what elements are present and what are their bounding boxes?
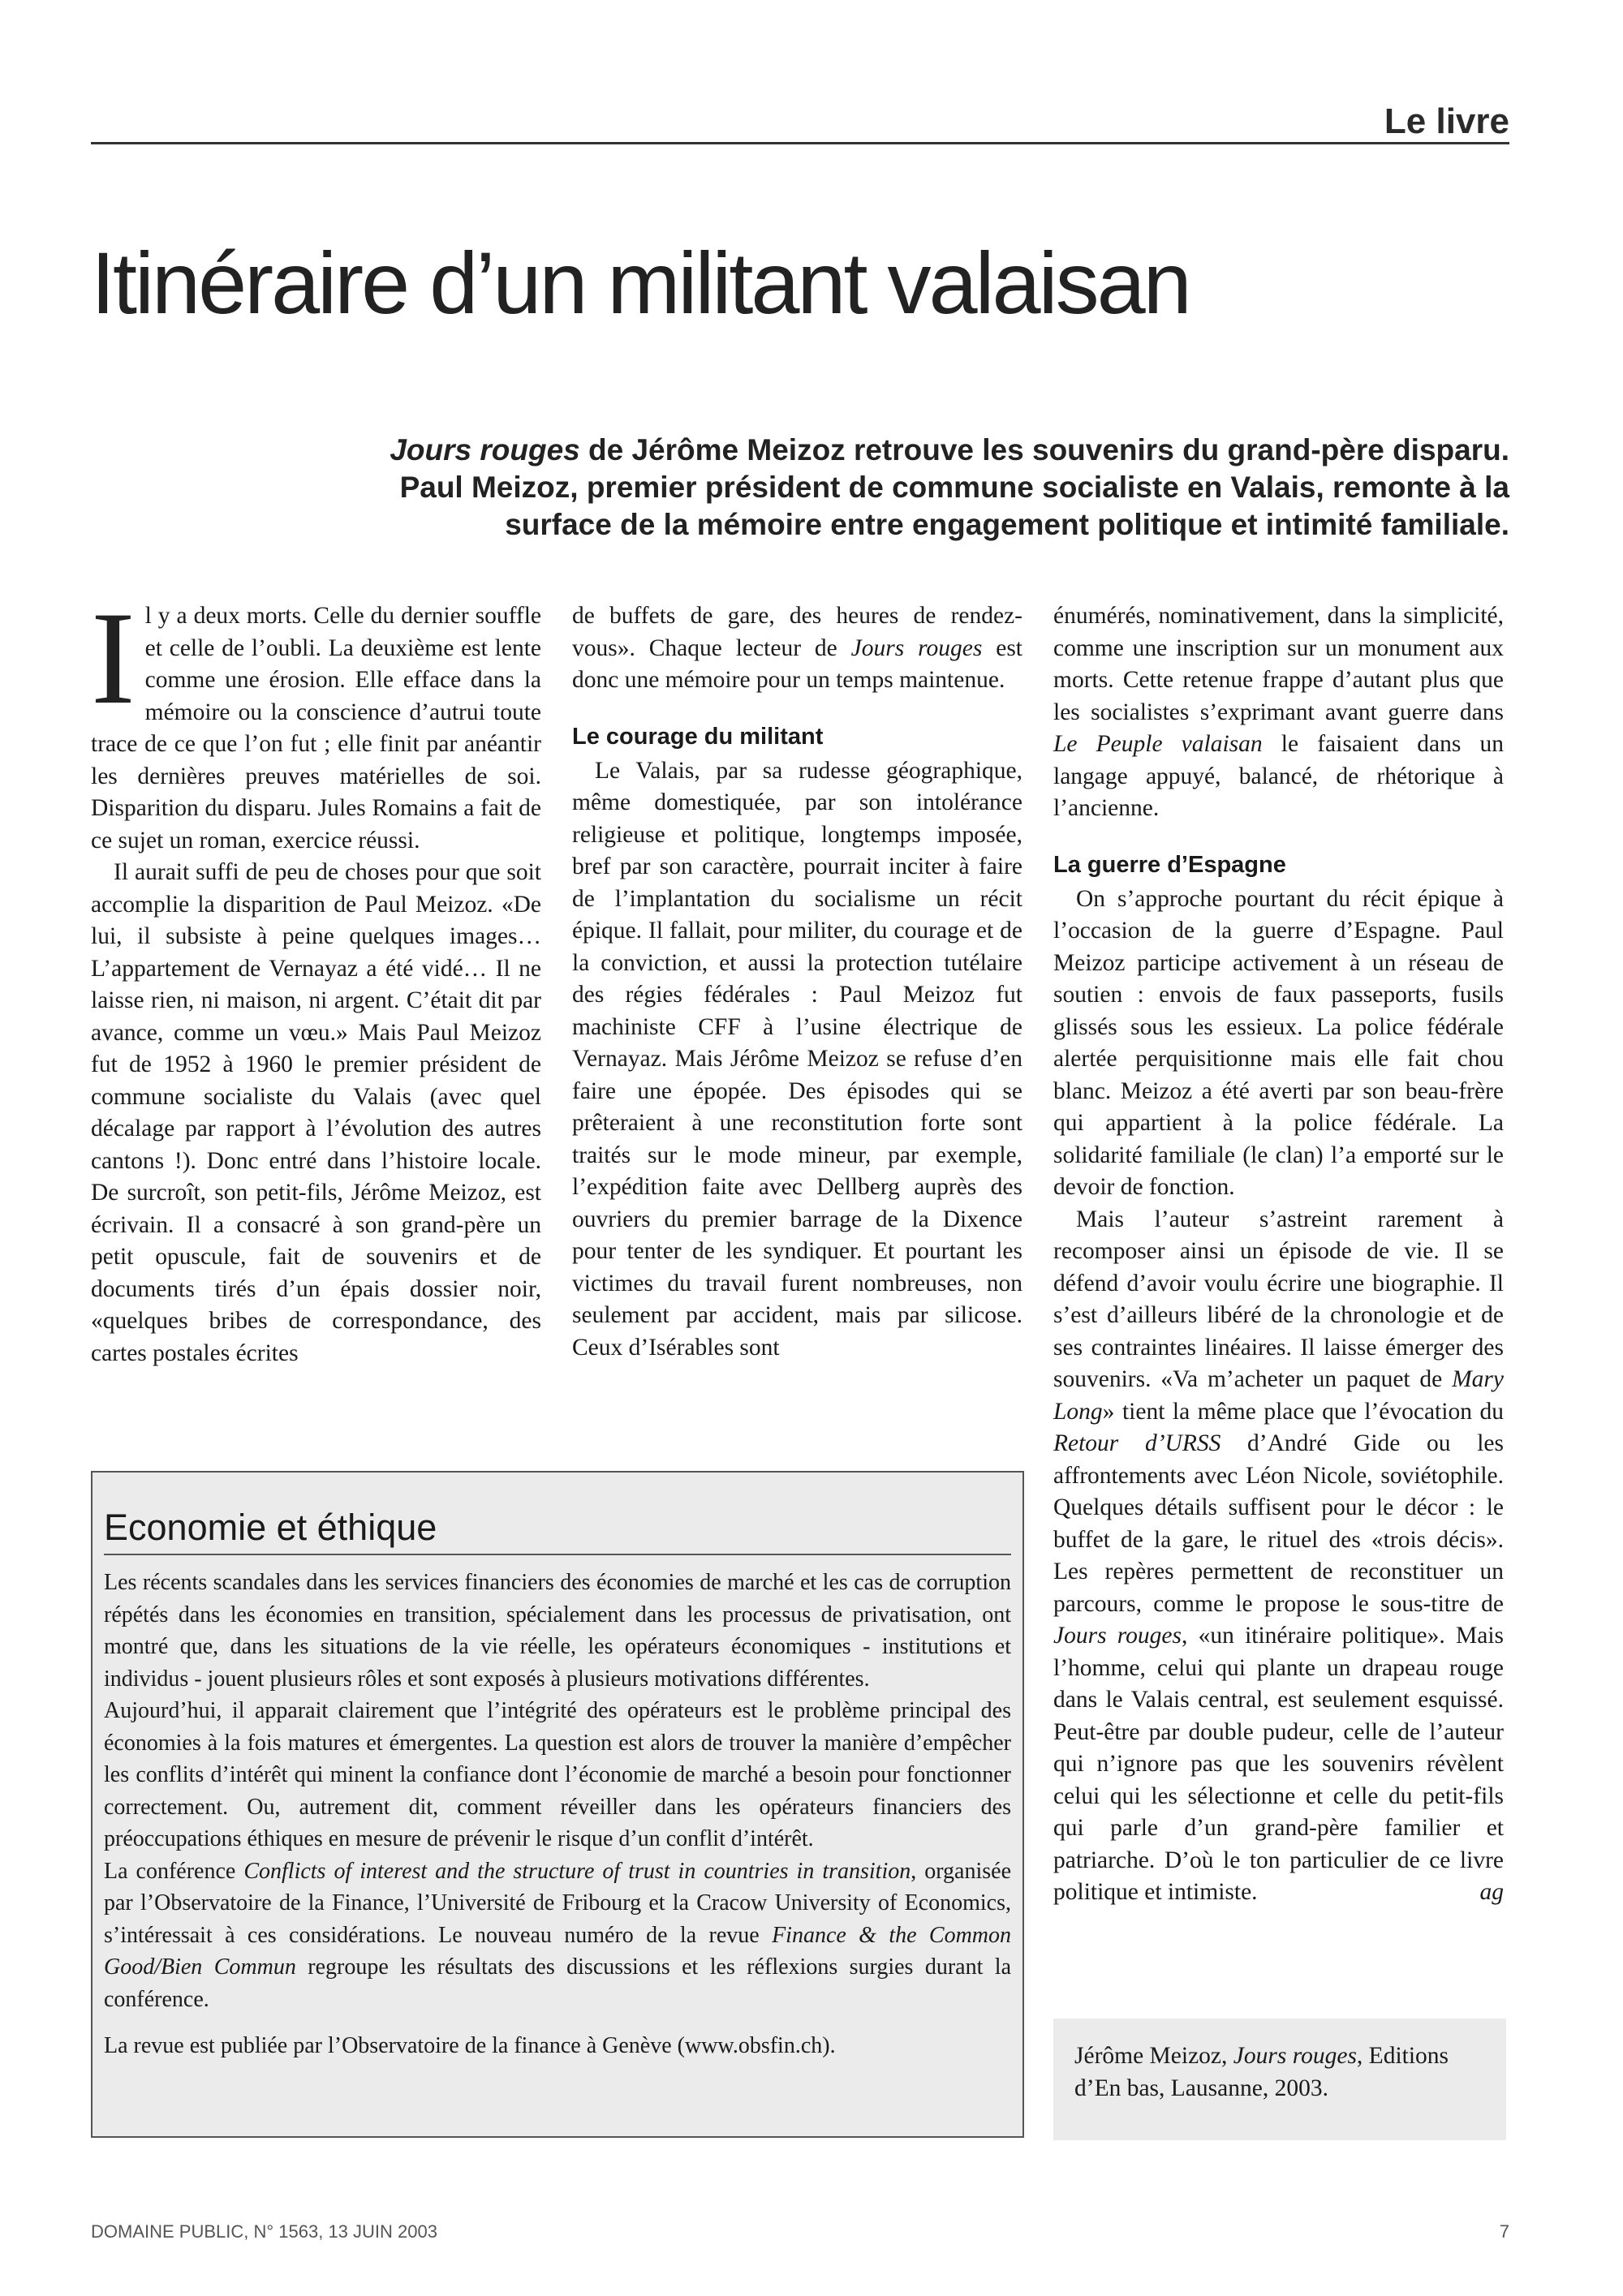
paragraph-3-tail: le faisaient dans un langage appuyé, balancé, de rhétorique à l’ancienne. xyxy=(1053,731,1504,821)
p5-part-c: d’André Gide ou les affrontements avec Léon Nicole, soviétophile. Quelques détails suffisent pour le décor : le buffet de la gare, le rituel des «trois décis». Les repères permettent de reconstituer un parcours, comme le propose le sous-titre de xyxy=(1053,1430,1504,1617)
article-dek xyxy=(130,432,1509,544)
ref-author: Jérôme Meizoz, xyxy=(1074,2043,1233,2069)
box-body xyxy=(104,1567,1011,2062)
page-number: 7 xyxy=(1499,2221,1509,2242)
dek-line-3: surface de la mémoire entre engagement politique et intimité familiale. xyxy=(505,508,1509,541)
dek-line-1: de Jérôme Meizoz retrouve les souvenirs du grand-père disparu. xyxy=(579,433,1509,467)
ref-title: Jours rouges xyxy=(1233,2043,1357,2069)
paragraph-3-end: énumérés, nominativement, dans la simplicité, comme une inscription sur un monument aux morts. Cette retenue frappe d’autant plus que les socialistes s’exprimant avant guerre dans Le Peuple valaisan le faisaient dans un langage appuyé, balancé, de rhétorique à l’ancienne. xyxy=(1053,603,1504,821)
box-p3-b: , organisée par l’Observatoire de la Finance, l’Université de Fribourg et la Cracow University of Economics, s’intéressait à ces considérations. Le nouveau numéro de la revue xyxy=(104,1858,1012,1948)
paragraph-4: On s’approche pourtant du récit épique à l’occasion de la guerre d’Espagne. Paul Meizoz participe activement à un réseau de soutien : envois de faux passeports, fusils glissés sous les essieux. La police fédérale alertée perquisitionne mais elle fait chou blanc. Meizoz a été averti par son beau-frère qui appartient à la police fédérale. La solidarité familiale (le clan) l’a emporté sur le devoir de fonction. xyxy=(1053,885,1504,1200)
article-column-2 xyxy=(572,600,1022,1364)
box-paragraph-2: Aujourd’hui, il apparait clairement que l’intégrité des opérateurs est le problème principal des économies à la fois matures et émergentes. La question est alors de trouver la manière d’empêcher les conflits d’intérêt qui minent la confiance dont l’économie de marché a besoin pour fonctionner correctement. Ou, autrement dit, comment réveiller dans les opérateurs financiers des préoccupations éthiques en mesure de prévenir le risque d’un conflit d’intérêt. xyxy=(104,1698,1011,1851)
book-reference xyxy=(1053,2019,1506,2140)
drop-cap: I xyxy=(91,585,136,732)
box-paragraph-4: La revue est publiée par l’Observatoire de la finance à Genève (www.obsfin.ch). xyxy=(104,2033,836,2058)
box-p3-a: La conférence xyxy=(104,1858,244,1884)
article-column-1 xyxy=(91,585,541,1369)
paragraph-2-tail: est donc une mémoire pour un temps maintenue. xyxy=(572,634,1022,693)
box-paragraph-1: Les récents scandales dans les services financiers des économies de marché et les cas de corruption répétés dans les économies en transition, spécialement dans les processus de privatisation, ont montré que, dans les situations de la vie réelle, les opérateurs économiques - institutions et individus - jouent plusieurs rôles et sont exposés à plusieurs motivations différentes. xyxy=(104,1570,1011,1692)
ref-rest: , Editions d’En bas, Lausanne, 2003. xyxy=(1074,2043,1449,2101)
dek-book-title: Jours rouges xyxy=(390,433,580,467)
box-title: Economie et éthique xyxy=(104,1507,1011,1555)
paragraph-3-start: Le Valais, par sa rudesse géographique, même domestiquée, par son intolérance religieuse et politique, longtemps imposée, bref par son caractère, pourrait inciter à faire de l’implantation du socialisme un récit épique. Il fallait, pour militer, du courage et de la conviction, et aussi la protection tutélaire des régies fédérales : Paul Meizoz fut machiniste CFF à l’usine électrique de Vernayaz. Mais Jérôme Meizoz se refuse d’en faire une épopée. Des épisodes qui se prêteraient à une reconstitution forte sont traités sur le mode mineur, par exemple, l’expédition faite avec Dellberg auprès des ouvriers du premier barrage de la Dixence pour tenter de les syndiquer. Et pourtant les victimes du travail furent nombreuses, non seulement par accident, mais par silicose. Ceux d’Isérables sont xyxy=(572,757,1022,1361)
journal-title: Finance & the Common Good/Bien Commun xyxy=(104,1922,1012,1980)
subhead-espagne: La guerre d’Espagne xyxy=(1053,851,1286,878)
book-title-subtitle-ref: Jours rouges xyxy=(1053,1623,1182,1649)
subhead-courage: Le courage du militant xyxy=(572,723,824,750)
footer-publication: DOMAINE PUBLIC, N° 1563, 13 JUIN 2003 xyxy=(91,2221,437,2242)
p5-part-d: , «un itinéraire politique». Mais l’homme, celui qui plante un drapeau rouge dans le Valais central, est seulement esquissé. Peut-être par double pudeur, celle de l’auteur qui n’ignore pas que les souvenirs révèlent celui qui les sélectionne et celle du petit-fils qui parle d’un grand-père familier et patriarche. D’où le ton particulier de ce livre politique et intimiste. xyxy=(1053,1623,1505,1905)
dek-line-2: Paul Meizoz, premier président de commune socialiste en Valais, remonte à la xyxy=(399,471,1509,504)
paragraph-2-end: de buffets de gare, des heures de rendez-vous». Chaque lecteur de Jours rouges est donc une mémoire pour un temps maintenue. xyxy=(572,603,1022,693)
newspaper-title: Le Peuple valaisan xyxy=(1053,731,1263,757)
page-footer xyxy=(91,2221,1509,2242)
paragraph-5 xyxy=(1053,1204,1504,1909)
sidebar-box xyxy=(91,1471,1024,2138)
paragraph-1: l y a deux morts. Celle du dernier souffle et celle de l’oubli. La deuxième est lente comme une érosion. Elle efface dans la mémoire ou la conscience d’autrui toute trace de ce que l’on fut ; elle finit par anéantir les dernières preuves matérielles de soi. Disparition du disparu. Jules Romains a fait de ce sujet un roman, exercice réussi. xyxy=(91,603,541,853)
section-label: Le livre xyxy=(1384,101,1509,141)
book-title-ref: Jours rouges xyxy=(850,634,983,661)
box-paragraph-3 xyxy=(104,1855,1011,2016)
gide-book-title: Retour d’URSS xyxy=(1053,1430,1221,1456)
article-column-3 xyxy=(1053,600,1504,1909)
brand-name: Mary Long xyxy=(1053,1366,1504,1425)
paragraph-2-start: Il aurait suffi de peu de choses pour que soit accomplie la disparition de Paul Meizoz. «De lui, il subsiste à peine quelques images… L’appartement de Vernayaz a été vidé… Il ne laisse rien, ni maison, ni argent. C’était dit par avance, comme un vœu.» Mais Paul Meizoz fut de 1952 à 1960 le premier président de commune socialiste du Valais (avec quel décalage par rapport à l’évolution des autres cantons !). Donc entré dans l’histoire locale. De surcroît, son petit-fils, Jérôme Meizoz, est écrivain. Il a consacré à son grand-père un petit opuscule, fait de souvenirs et de documents tirés d’un épais dossier noir, «quelques bribes de correspondance, des cartes postales écrites xyxy=(91,859,541,1366)
header-rule xyxy=(91,142,1509,144)
box-p3-c: regroupe les résultats des discussions et les réflexions surgies durant la conférence. xyxy=(104,1954,1011,2012)
conference-title: Conflicts of interest and the structure of trust in countries in transition xyxy=(243,1858,911,1884)
p5-part-b: » tient la même place que l’évocation du xyxy=(1102,1398,1504,1425)
article-headline: Itinéraire d’un militant valaisan xyxy=(91,234,1190,332)
author-signature: ag xyxy=(1479,1879,1504,1905)
p5-part-a: Mais l’auteur s’astreint rarement à recomposer ainsi un épisode de vie. Il se défend d’avoir voulu écrire une biographie. Il s’est d’ailleurs libéré de la chronologie et de ses contraintes linéaires. Il laisse émerger des souvenirs. «Va m’acheter un paquet de xyxy=(1053,1206,1504,1392)
